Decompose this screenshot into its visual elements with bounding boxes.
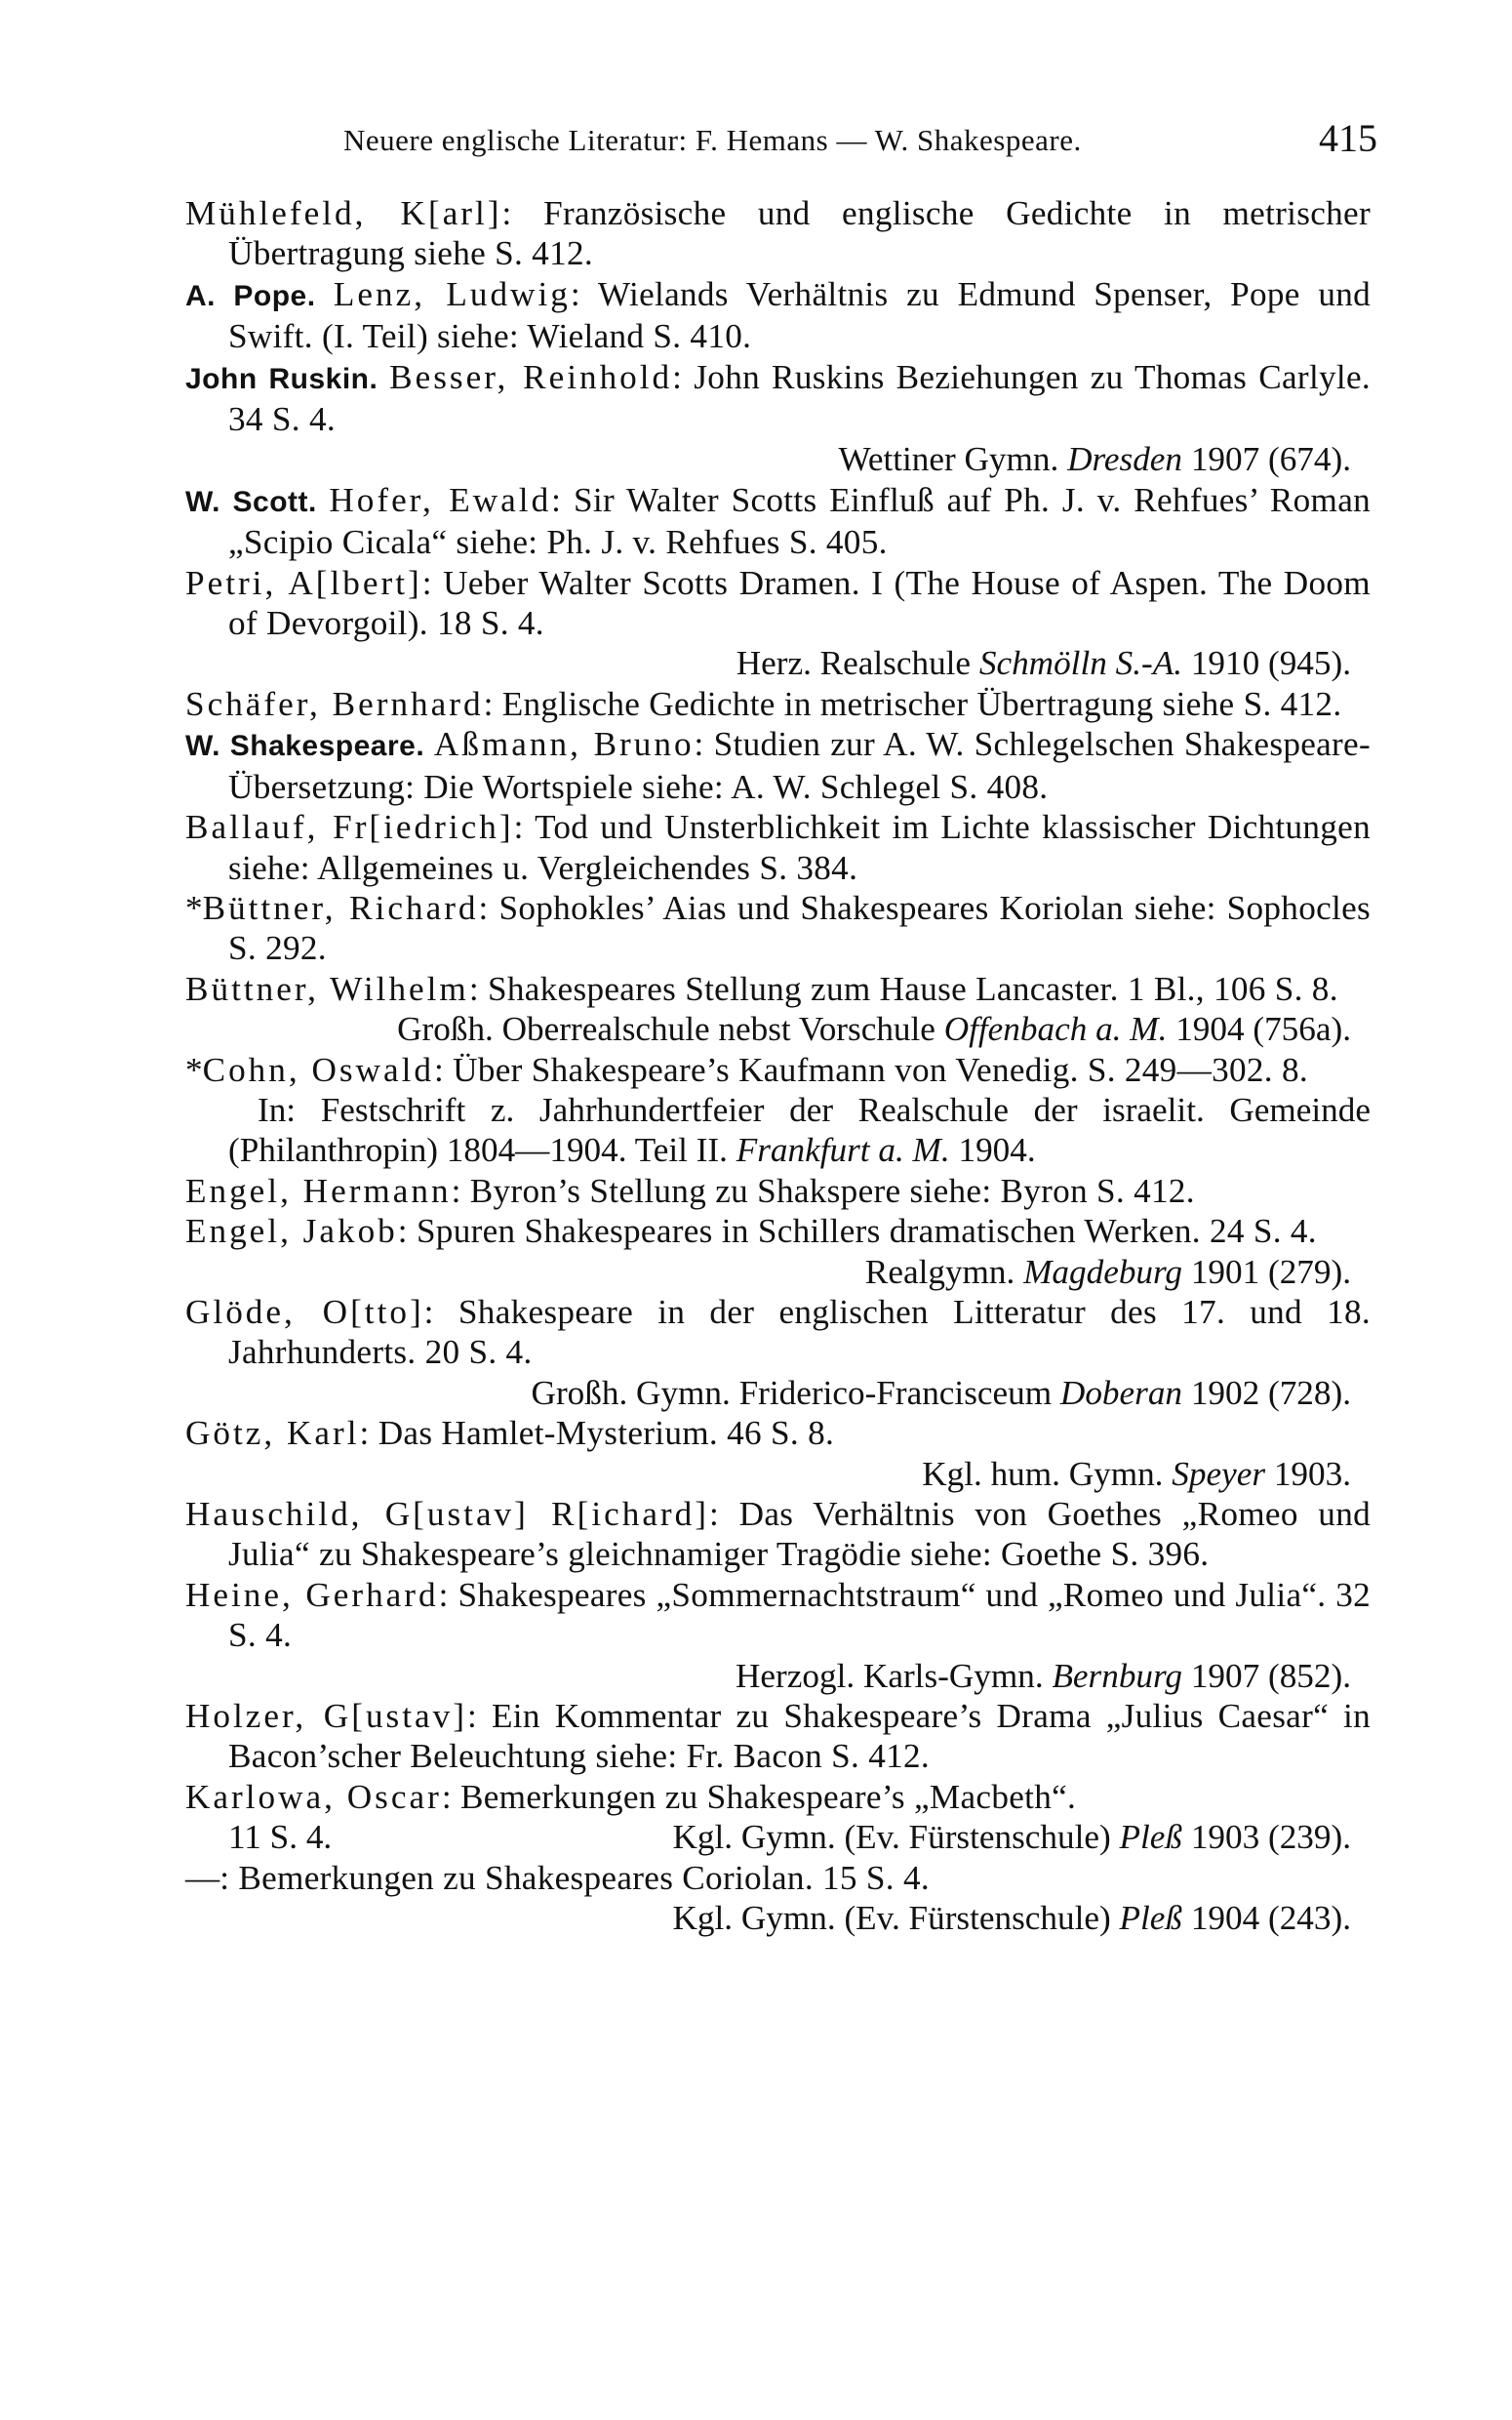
source-school: Kgl. hum. Gymn. (922, 1454, 1173, 1493)
source-school: Großh. Gymn. Friderico-Francisceum (531, 1373, 1060, 1412)
source-place: Offenbach a. M. (943, 1010, 1168, 1049)
entry-text: : Bemerkungen zu Shakespeare’s „Macbeth“. (441, 1777, 1077, 1816)
entry-text: : Spuren Shakespeares in Schillers dramatischen Werken. 24 S. 4. (397, 1212, 1317, 1251)
entry-text: : Das Verhältnis von Goethes „Romeo und Julia“ zu Shakespeare’s gleichnamiger Tragödie siehe: Goethe S. 396. (228, 1495, 1371, 1574)
entry-source (185, 1252, 1351, 1292)
entry-text: : Shakespeare in der englischen Litteratur des 17. und 18. Jahrhunderts. 20 S. 4. (228, 1292, 1371, 1372)
source-school: Großh. Oberrealschule nebst Vorschule (397, 1010, 944, 1049)
source-school: Kgl. Gymn. (Ev. Fürstenschule) (672, 1818, 1120, 1857)
entry-source (185, 1454, 1351, 1494)
entry-author: Holzer, G[ustav] (185, 1697, 467, 1736)
ditto-dash: — (185, 1858, 220, 1897)
entry-text: : Byron’s Stellung zu Shakspere siehe: Byron S. 412. (451, 1171, 1195, 1210)
entry-source (185, 1373, 1351, 1413)
entry-author: Büttner, Wilhelm (185, 969, 469, 1008)
entry-besser (185, 357, 1371, 440)
source-place: Magdeburg (1023, 1252, 1183, 1291)
page-header (343, 115, 1377, 183)
entry-author: Mühlefeld, K[arl] (185, 194, 502, 232)
entry-text: : Über Shakespeare’s Kaufmann von Venedig. S. 249—302. 8. (433, 1050, 1308, 1089)
source-place: Doberan (1059, 1373, 1183, 1412)
source-school: Herzogl. Karls-Gymn. (736, 1656, 1053, 1695)
entry-lenz (185, 274, 1371, 357)
entry-author: Schäfer, Bernhard (185, 684, 484, 723)
entry-muehlefeld (185, 193, 1371, 274)
entry-holzer (185, 1696, 1371, 1777)
source-year: 1901 (279). (1182, 1252, 1351, 1291)
entry-hauschild (185, 1494, 1371, 1575)
page-number: 415 (1319, 116, 1377, 160)
in-source: In: Festschrift z. Jahrhundertfeier der Realschule der israelit. Gemeinde (Philanthropin) 1804—1904. Teil II. (228, 1090, 1371, 1170)
source-place: Pleß (1119, 1899, 1183, 1938)
entry-text: : Ein Kommentar zu Shakespeare’s Drama „Julius Caesar“ in Bacon’scher Beleuchtung siehe: Fr. Bacon S. 412. (228, 1697, 1371, 1776)
entry-text: : Englische Gedichte in metrischer Übertragung siehe S. 412. (483, 684, 1342, 723)
entry-author: Götz, Karl (185, 1414, 360, 1453)
source-place: Schmölln S.-A. (978, 644, 1183, 683)
entry-karlowa-coriolan (185, 1858, 1371, 1898)
entry-petri (185, 563, 1371, 644)
source-year: 1902 (728). (1182, 1373, 1351, 1412)
source-year: 1907 (674). (1182, 440, 1351, 479)
entry-karlowa-macbeth (185, 1777, 1371, 1817)
section-label-scott: W. Scott. (185, 485, 317, 518)
source-year: 1903. (1265, 1454, 1351, 1493)
entry-source (185, 1656, 1351, 1696)
entry-heine (185, 1575, 1371, 1656)
entry-assmann (185, 724, 1371, 807)
entry-author: Lenz, Ludwig (333, 274, 571, 313)
source-school: Wettiner Gymn. (838, 440, 1068, 479)
source-school: Kgl. Gymn. (Ev. Fürstenschule) (672, 1899, 1120, 1938)
in-place: Frankfurt a. M. (736, 1131, 950, 1170)
source-school: Realgymn. (864, 1252, 1024, 1291)
entry-gloede (185, 1292, 1371, 1373)
entry-text: : Französische und englische Gedichte in metrischer Übertragung siehe S. 412. (228, 194, 1371, 273)
entry-text: : Sophokles’ Aias und Shakespeares Koriolan siehe: Sophocles S. 292. (228, 888, 1371, 968)
entry-source (185, 1898, 1351, 1938)
source-year: 1904 (756a). (1167, 1010, 1351, 1049)
entry-goetz (185, 1413, 1371, 1453)
entry-author: Glöde, O[tto] (185, 1292, 424, 1331)
entry-karlowa-macbeth-source (185, 1817, 1351, 1857)
entry-author: Karlowa, Oscar (185, 1777, 442, 1816)
source-school: Herz. Realschule (736, 644, 979, 683)
star-mark: * (185, 1050, 203, 1089)
entry-author: Petri, A[lbert] (185, 563, 422, 602)
entry-text: : Studien zur A. W. Schlegelschen Shakespeare-Übersetzung: Die Wortspiele siehe: A. W. Schlegel S. 408. (228, 725, 1371, 806)
entry-text: : John Ruskins Beziehungen zu Thomas Carlyle. 34 S. 4. (228, 357, 1372, 439)
source-place: Dresden (1067, 440, 1183, 479)
running-head: Neuere englische Literatur: F. Hemans — W. Shakespeare. (343, 123, 1082, 157)
in-year: 1904. (949, 1131, 1036, 1170)
entry-author: Engel, Hermann (185, 1171, 452, 1210)
entry-author: Hauschild, G[ustav] R[ichard] (185, 1495, 709, 1533)
entry-cohn (185, 1050, 1371, 1090)
entry-text: : Tod und Unsterblichkeit im Lichte klassischer Dichtungen siehe: Allgemeines u. Vergleichendes S. 384. (228, 808, 1371, 887)
source-place: Speyer (1172, 1454, 1266, 1493)
entry-author: Hofer, Ewald (329, 480, 552, 519)
star-mark: * (185, 888, 203, 927)
source-place: Bernburg (1052, 1656, 1183, 1695)
entry-author: Heine, Gerhard (185, 1575, 439, 1614)
section-label-shakespeare: W. Shakespeare. (185, 730, 425, 763)
section-label-pope: A. Pope. (185, 279, 316, 312)
entry-text: : Bemerkungen zu Shakespeares Coriolan. 15 S. 4. (219, 1858, 930, 1897)
entry-text: : Wielands Verhältnis zu Edmund Spenser, Pope und Swift. (I. Teil) siehe: Wieland S. 410. (228, 274, 1371, 356)
entry-author: Besser, Reinhold (389, 357, 673, 396)
entry-source (185, 439, 1351, 479)
entry-cohn-in (185, 1090, 1371, 1171)
entry-engel-jakob (185, 1211, 1371, 1251)
entry-buettner-richard (185, 888, 1371, 969)
entry-engel-hermann (185, 1171, 1371, 1211)
entry-author: Engel, Jakob (185, 1212, 398, 1251)
entry-ballauf (185, 807, 1371, 888)
bibliography-body (185, 193, 1371, 1938)
entry-text: : Das Hamlet-Mysterium. 46 S. 8. (359, 1414, 835, 1453)
source-place: Pleß (1119, 1818, 1183, 1857)
source-year: 1907 (852). (1182, 1656, 1351, 1695)
entry-author: Cohn, Oswald (202, 1050, 434, 1089)
section-label-ruskin: John Ruskin. (185, 362, 378, 395)
entry-source (185, 1009, 1351, 1049)
entry-text: : Shakespeares Stellung zum Hause Lancaster. 1 Bl., 106 S. 8. (468, 969, 1338, 1008)
entry-pages: 11 S. 4. (228, 1818, 333, 1857)
entry-buettner-wilhelm (185, 969, 1371, 1009)
entry-text: : Sir Walter Scotts Einfluß auf Ph. J. v. Rehfues’ Roman „Scipio Cicala“ siehe: Ph. J. v. Rehfues S. 405. (228, 480, 1372, 562)
entry-author: Büttner, Richard (202, 888, 479, 927)
source-year: 1903 (239). (1182, 1818, 1351, 1857)
entry-author: Ballauf, Fr[iedrich] (185, 808, 514, 847)
entry-text: : Ueber Walter Scotts Dramen. I (The House of Aspen. The Doom of Devorgoil). 18 S. 4. (228, 563, 1371, 643)
entry-hofer (185, 480, 1371, 563)
entry-source (673, 1817, 1352, 1857)
source-year: 1904 (243). (1182, 1899, 1351, 1938)
entry-schaefer (185, 684, 1371, 724)
entry-text: : Shakespeares „Sommernachtstraum“ und „Romeo und Julia“. 32 S. 4. (228, 1575, 1371, 1655)
source-year: 1910 (945). (1182, 644, 1351, 683)
entry-author: Aßmann, Bruno (433, 725, 695, 764)
entry-source (185, 643, 1351, 683)
